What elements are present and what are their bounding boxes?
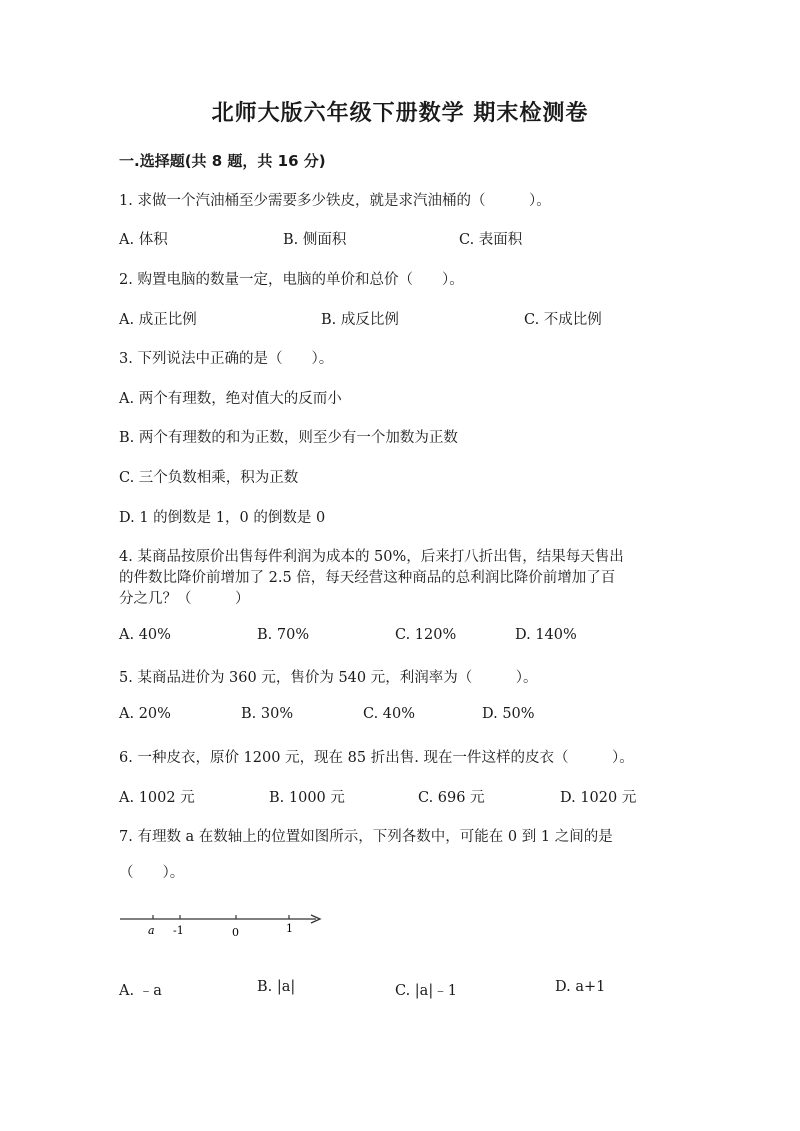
axis-label-1: 1	[286, 922, 293, 935]
axis-label-minus-1: -1	[173, 924, 184, 937]
q4-option-c[interactable]: C. 120%	[395, 627, 457, 643]
question-3: 3. 下列说法中正确的是（ ）。	[119, 351, 334, 367]
q2-option-c[interactable]: C. 不成比例	[524, 312, 602, 328]
q7-option-d[interactable]: D. a+1	[555, 979, 606, 995]
q6-option-d[interactable]: D. 1020 元	[560, 790, 637, 806]
q5-option-a[interactable]: A. 20%	[119, 706, 171, 722]
question-4-line-2: 的件数比降价前增加了 2.5 倍，每天经营这种商品的总利润比降价前增加了百	[119, 570, 616, 586]
q3-option-a[interactable]: A. 两个有理数，绝对值大的反而小	[119, 391, 342, 407]
q1-option-c[interactable]: C. 表面积	[459, 232, 523, 248]
question-4-line-1: 4. 某商品按原价出售每件利润为成本的 50%，后来打八折出售，结果每天售出	[119, 549, 624, 565]
q5-option-d[interactable]: D. 50%	[482, 706, 535, 722]
q2-option-a[interactable]: A. 成正比例	[119, 312, 197, 328]
q3-option-c[interactable]: C. 三个负数相乘，积为正数	[119, 470, 299, 486]
axis-label-0: 0	[232, 926, 239, 938]
question-7-line-2: （ ）。	[119, 865, 185, 881]
q7-option-b[interactable]: B. |a|	[257, 979, 296, 995]
q5-option-c[interactable]: C. 40%	[363, 706, 416, 722]
page-title: 北师大版六年级下册数学 期末检测卷	[211, 101, 589, 126]
question-4-line-3: 分之几？（ ）	[119, 591, 250, 607]
q6-option-c[interactable]: C. 696 元	[418, 790, 485, 806]
q4-option-d[interactable]: D. 140%	[515, 627, 577, 643]
q7-option-a[interactable]: A. ﹣a	[119, 983, 162, 999]
q3-option-b[interactable]: B. 两个有理数的和为正数，则至少有一个加数为正数	[119, 430, 458, 446]
q6-option-a[interactable]: A. 1002 元	[119, 790, 195, 806]
q3-option-d[interactable]: D. 1 的倒数是 1，0 的倒数是 0	[119, 510, 326, 526]
question-1: 1. 求做一个汽油桶至少需要多少铁皮，就是求汽油桶的（ ）。	[119, 193, 551, 209]
question-2: 2. 购置电脑的数量一定，电脑的单价和总价（ ）。	[119, 272, 464, 288]
q4-option-b[interactable]: B. 70%	[257, 627, 310, 643]
q4-option-a[interactable]: A. 40%	[119, 627, 171, 643]
question-6: 6. 一种皮衣，原价 1200 元，现在 85 折出售. 现在一件这样的皮衣（ ）。	[119, 750, 634, 766]
q2-option-b[interactable]: B. 成反比例	[321, 312, 399, 328]
q5-option-b[interactable]: B. 30%	[241, 706, 294, 722]
q7-option-c[interactable]: C. |a|﹣1	[395, 983, 457, 999]
question-7-line-1: 7. 有理数 a 在数轴上的位置如图所示，下列各数中，可能在 0 到 1 之间的是	[119, 829, 613, 845]
number-line-figure	[118, 906, 328, 938]
question-5: 5. 某商品进价为 360 元，售价为 540 元，利润率为（ ）。	[119, 670, 538, 686]
axis-label-a: a	[148, 924, 155, 937]
q1-option-b[interactable]: B. 侧面积	[283, 232, 347, 248]
q6-option-b[interactable]: B. 1000 元	[269, 790, 345, 806]
q1-option-a[interactable]: A. 体积	[119, 232, 168, 248]
section-heading: 一.选择题(共 8 题，共 16 分)	[119, 152, 326, 170]
